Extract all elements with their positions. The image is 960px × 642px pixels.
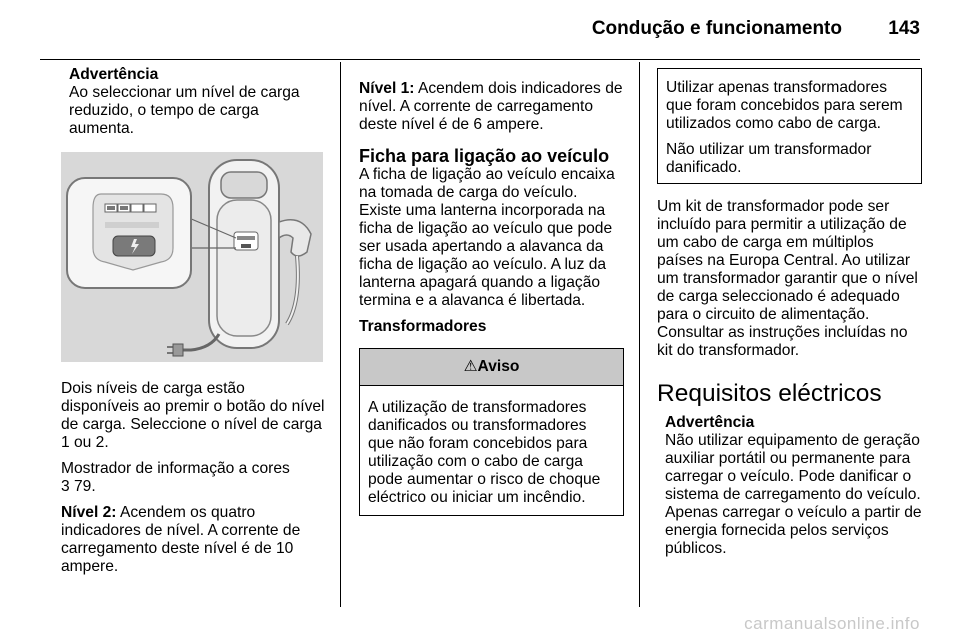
paragraph-level-2 bbox=[61, 504, 325, 576]
electrical-warning-text: Não utilizar equipamento de geração auxiliar portátil ou permanente para carregar o veículo. Pode danificar o sistema de carregamento do veículo. Apenas carregar o veículo a partir de energia fornecida pelos serviços públicos. bbox=[665, 432, 922, 557]
level-1-text: Acendem dois indicadores de nível. A corrente de carregamento deste nível é de 6 ampere. bbox=[359, 80, 623, 133]
electrical-warning-block bbox=[657, 414, 922, 558]
notice-box bbox=[359, 348, 624, 516]
electrical-warning-title: Advertência bbox=[665, 414, 755, 431]
warning-triangle-icon: ⚠ bbox=[463, 358, 478, 375]
page-reference: 3 79. bbox=[61, 478, 96, 495]
watermark: carmanualsonline.info bbox=[744, 614, 920, 633]
box-paragraph-1: Utilizar apenas transformadores que foram concebidos para serem utilizados como cabo de carga. bbox=[666, 79, 903, 132]
paragraph-vehicle-plug: A ficha de ligação ao veículo encaixa na tomada de carga do veículo. Existe uma lanterna incorporada na ficha de ligação ao veículo que pode ser usada apertando a alavanca da ficha de ligação ao veículo. A luz da lanterna apagará quando a ligação termina e a alavanca é libertada. bbox=[359, 166, 615, 309]
column-divider-1 bbox=[340, 62, 341, 607]
warning-block bbox=[61, 66, 325, 138]
section-heading-electrical: Requisitos eléctricos bbox=[657, 380, 882, 407]
notice-continuation-box bbox=[657, 68, 922, 184]
charger-illustration bbox=[61, 152, 323, 362]
notice-title: Aviso bbox=[477, 358, 520, 375]
section-heading-vehicle-plug: Ficha para ligação ao veículo bbox=[359, 146, 610, 166]
middle-column bbox=[359, 80, 624, 516]
paragraph-info-display bbox=[61, 460, 325, 496]
page-header bbox=[0, 0, 960, 62]
warning-text: Ao seleccionar um nível de carga reduzido, o tempo de carga aumenta. bbox=[69, 84, 300, 137]
left-column bbox=[61, 66, 325, 584]
level-2-text: Acendem os quatro indicadores de nível. A corrente de carregamento deste nível é de 10 ampere. bbox=[61, 504, 301, 575]
notice-header bbox=[360, 349, 623, 386]
notice-text: A utilização de transformadores danificados ou transformadores que não foram concebidos para utilização com o cabo de carga pode aumentar o risco de choque eléctrico ou iniciar um incêndio. bbox=[368, 399, 601, 506]
level-1-label: Nível 1: bbox=[359, 80, 415, 97]
charger-drawing bbox=[61, 152, 323, 362]
page-title: Condução e funcionamento bbox=[591, 18, 842, 39]
box-paragraph-2: Não utilizar um transformador danificado. bbox=[666, 141, 872, 176]
paragraph-transformer-kit: Um kit de transformador pode ser incluído para permitir a utilização de um cabo de carga em múltiplos países na Europa Central. Ao utilizar um transformador garantir que o nível de carga seleccionado é adequado para o circuito de alimentação. Consultar as instruções incluídas no kit do transformador. bbox=[657, 198, 918, 359]
page-number: 143 bbox=[888, 18, 920, 39]
column-divider-2 bbox=[639, 62, 640, 607]
header-rule bbox=[40, 59, 920, 60]
paragraph-level-1 bbox=[359, 80, 624, 134]
right-column bbox=[657, 68, 922, 558]
paragraph-charge-levels: Dois níveis de carga estão disponíveis ao premir o botão do nível de carga. Seleccione o nível de carga 1 ou 2. bbox=[61, 380, 325, 451]
warning-title: Advertência bbox=[69, 66, 159, 83]
info-display-text: Mostrador de informação a cores bbox=[61, 460, 290, 477]
subheading-transformers: Transformadores bbox=[359, 318, 487, 335]
level-2-label: Nível 2: bbox=[61, 504, 117, 521]
